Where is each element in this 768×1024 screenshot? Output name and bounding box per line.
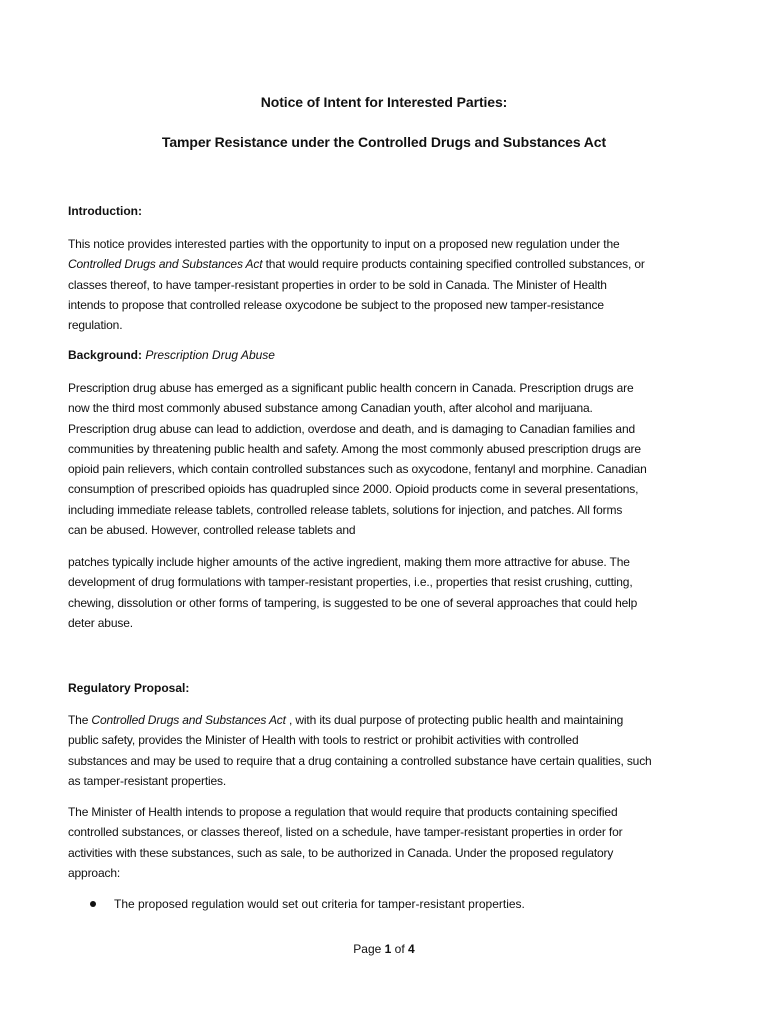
introduction-heading: Introduction: bbox=[68, 204, 142, 218]
background-heading bbox=[68, 348, 275, 362]
page-of: of bbox=[391, 942, 409, 956]
regulatory-paragraph-2 bbox=[68, 802, 708, 883]
intro-line-2 bbox=[68, 254, 708, 274]
regulatory-p1-line-1 bbox=[68, 710, 708, 730]
page-label: Page bbox=[353, 942, 385, 956]
background-paragraph bbox=[68, 378, 708, 540]
page-number-footer bbox=[0, 942, 768, 956]
regulatory-paragraph-1 bbox=[68, 710, 708, 791]
background-line-6: consumption of prescribed opioids has quadrupled since 2000. Opioid products come in several presentations, bbox=[68, 482, 639, 497]
background-line-2: now the third most commonly abused substance among Canadian youth, after alcohol and marijuana. bbox=[68, 401, 593, 416]
background-continuation-paragraph bbox=[68, 552, 708, 633]
regulatory-p1-line-4: as tamper-resistant properties. bbox=[68, 773, 227, 788]
regulatory-p1-prefix: The bbox=[68, 713, 92, 727]
intro-line-4: intends to propose that controlled release oxycodone be subject to the proposed new tamper-resistance bbox=[68, 297, 604, 312]
background-line-4: communities by threatening public health and safety. Among the most commonly abused prescription drugs are bbox=[68, 441, 641, 456]
background-heading-italic: Prescription Drug Abuse bbox=[145, 348, 275, 362]
regulatory-act-italic: Controlled Drugs and Substances Act bbox=[91, 713, 286, 727]
intro-line-3: classes thereof, to have tamper-resistant properties in order to be sold in Canada. The Minister of Health bbox=[68, 277, 607, 292]
bullet-text: The proposed regulation would set out criteria for tamper-resistant properties. bbox=[114, 897, 525, 911]
intro-line-1: This notice provides interested parties with the opportunity to input on a proposed new regulation under the bbox=[68, 237, 620, 251]
list-item bbox=[90, 897, 525, 911]
regulatory-p1-line-2: public safety, provides the Minister of Health with tools to restrict or prohibit activities with controlled bbox=[68, 733, 579, 748]
regulatory-heading: Regulatory Proposal: bbox=[68, 681, 190, 695]
regulatory-p2-line-4: approach: bbox=[68, 865, 121, 880]
regulatory-p1-line-3: substances and may be used to require that a drug containing a controlled substance have certain qualities, such bbox=[68, 753, 652, 768]
act-name-italic: Controlled Drugs and Substances Act bbox=[68, 257, 263, 272]
introduction-paragraph bbox=[68, 234, 708, 335]
background-cont-line-4: deter abuse. bbox=[68, 615, 133, 630]
background-line-3: Prescription drug abuse can lead to addiction, overdose and death, and is damaging to Canadian families and bbox=[68, 421, 635, 436]
background-line-8: can be abused. However, controlled release tablets and bbox=[68, 523, 356, 538]
regulatory-p2-line-2: controlled substances, or classes thereof, listed on a schedule, have tamper-resistant properties in order for bbox=[68, 825, 623, 840]
document-title: Notice of Intent for Interested Parties: bbox=[260, 94, 508, 110]
page-total: 4 bbox=[408, 942, 415, 956]
background-cont-line-3: chewing, dissolution or other forms of tampering, is suggested to be one of several approaches that could help bbox=[68, 595, 638, 610]
page-current: 1 bbox=[384, 942, 392, 956]
bullet-icon bbox=[90, 901, 96, 907]
regulatory-p2-line-3: activities with these substances, such as sale, to be authorized in Canada. Under the proposed regulatory bbox=[68, 845, 614, 860]
background-line-1: Prescription drug abuse has emerged as a significant public health concern in Canada. Prescription drugs are bbox=[68, 381, 634, 395]
document-subtitle: Tamper Resistance under the Controlled Drugs and Substances Act bbox=[161, 134, 607, 150]
intro-line-5: regulation. bbox=[68, 318, 123, 333]
regulatory-p2-line-1: The Minister of Health intends to propose a regulation that would require that products containing specified bbox=[68, 805, 618, 819]
background-line-7: including immediate release tablets, controlled release tablets, solutions for injection, and patches. All forms bbox=[68, 502, 623, 517]
background-cont-line-1: patches typically include higher amounts of the active ingredient, making them more attractive for abuse. The bbox=[68, 555, 630, 569]
regulatory-p1-suffix: , with its dual purpose of protecting public health and maintaining bbox=[285, 713, 624, 727]
background-cont-line-2: development of drug formulations with tamper-resistant properties, i.e., properties that resist crushing, cutting, bbox=[68, 575, 633, 590]
intro-line-2-rest: that would require products containing specified controlled substances, or bbox=[262, 257, 645, 272]
background-line-5: opioid pain relievers, which contain controlled substances such as oxycodone, fentanyl and morphine. Canadian bbox=[68, 462, 647, 477]
background-heading-bold: Background: bbox=[68, 348, 146, 362]
